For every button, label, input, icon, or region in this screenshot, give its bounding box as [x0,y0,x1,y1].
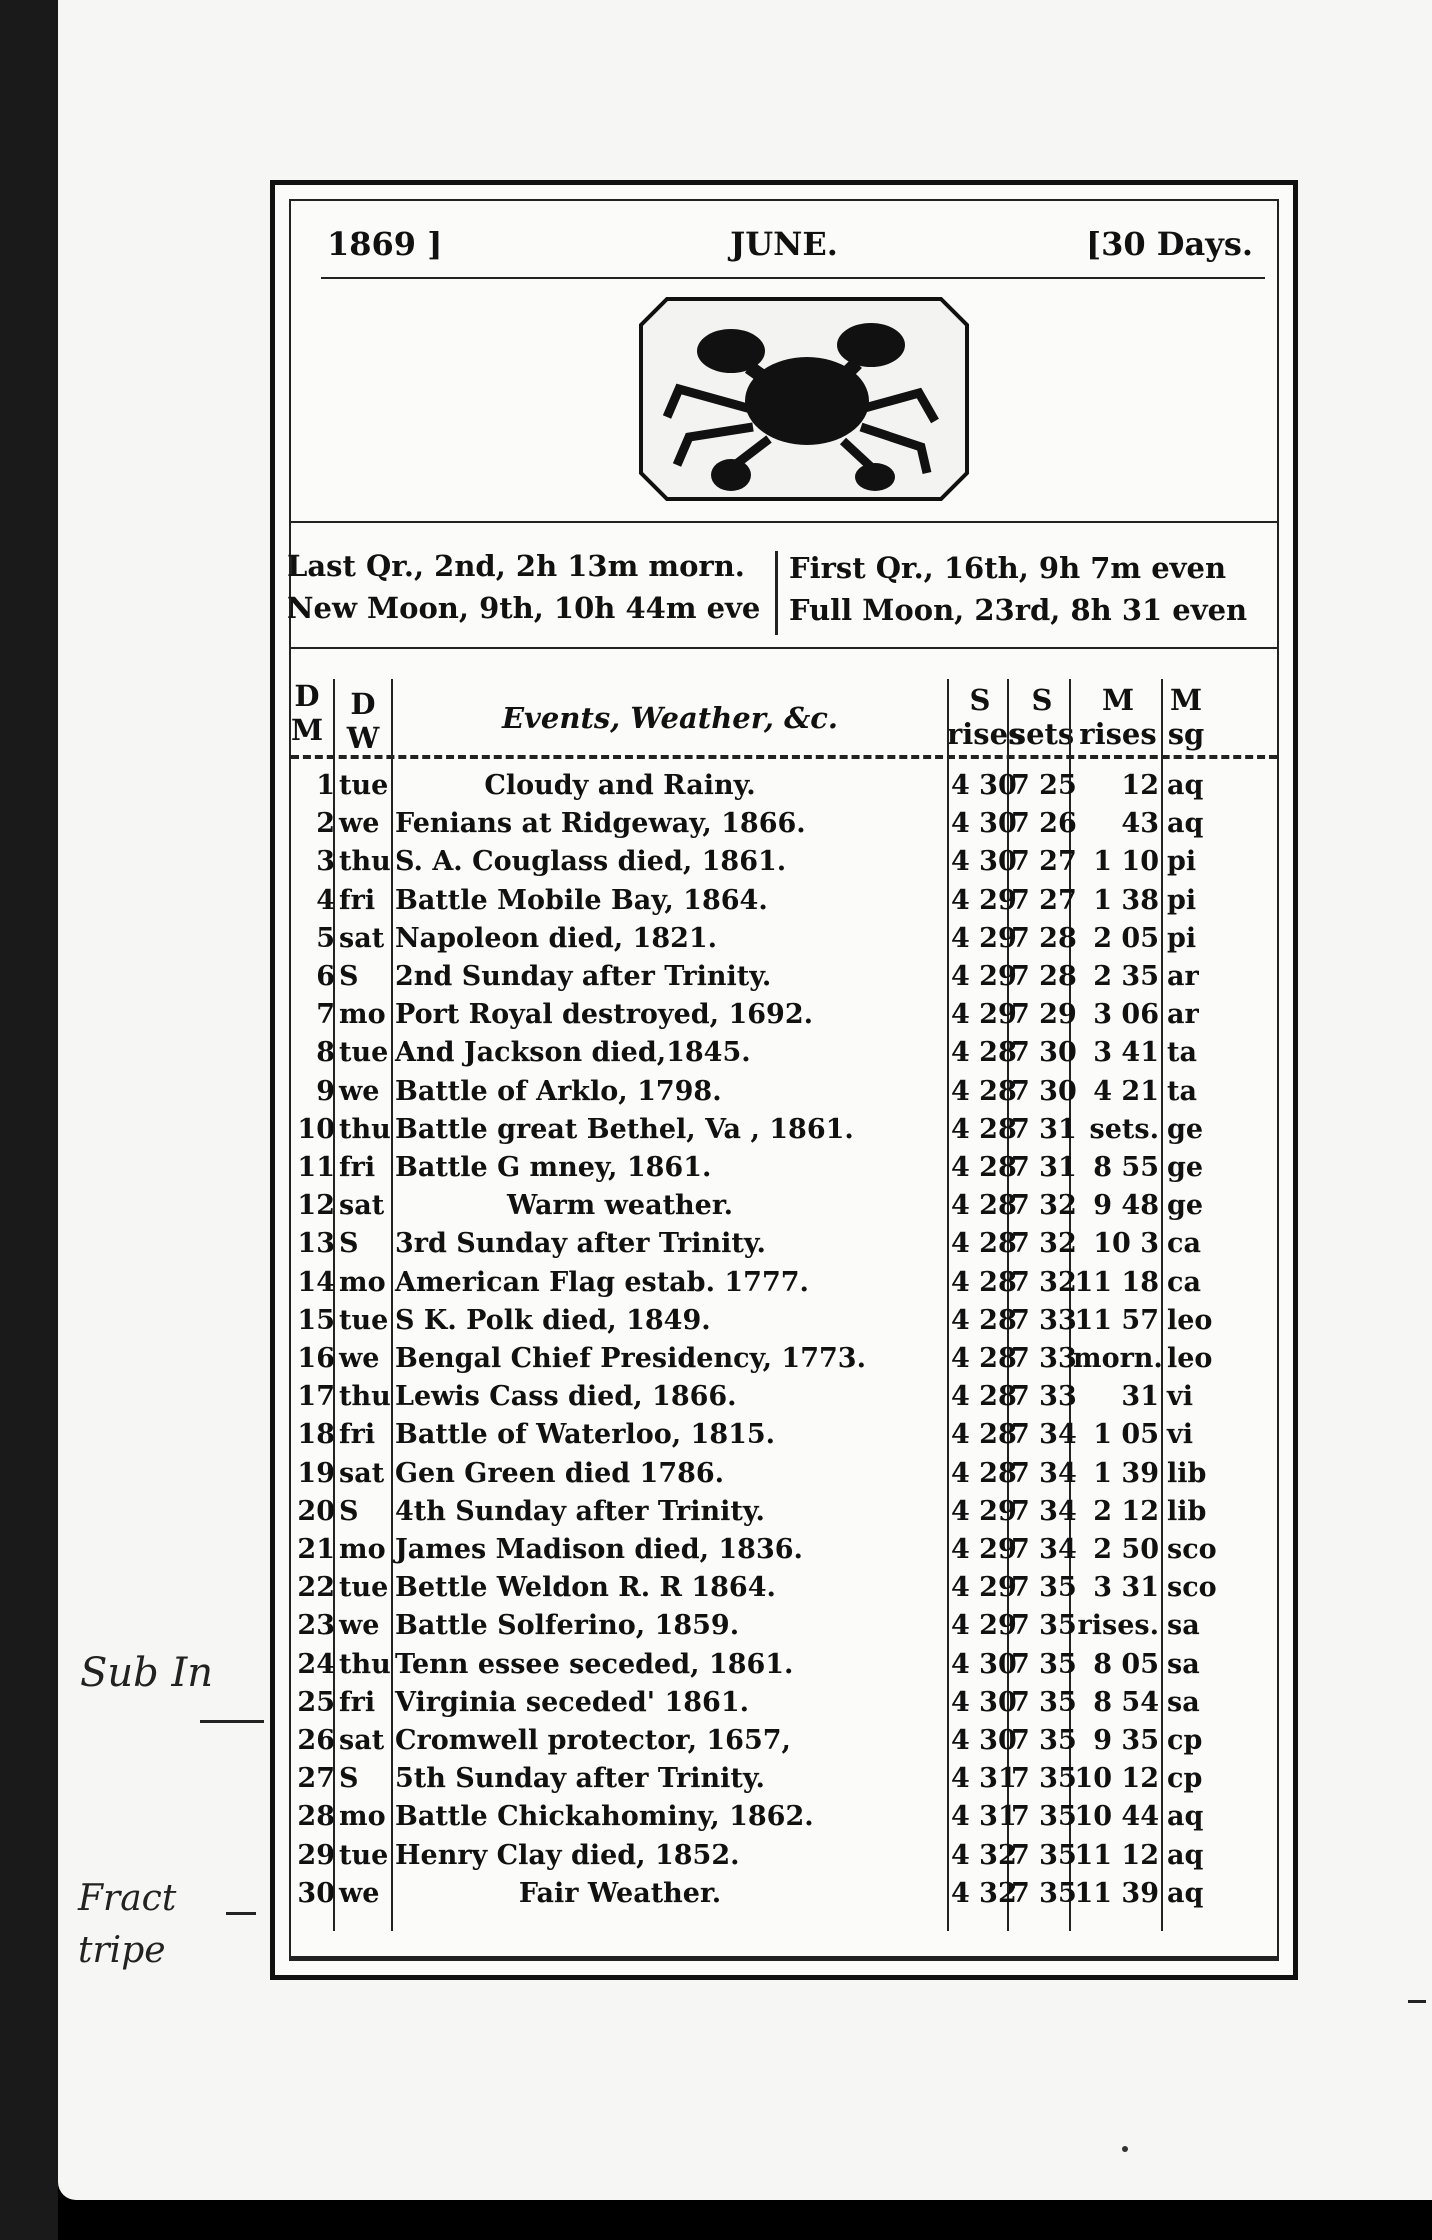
sun-rises: 4 30 [951,770,1017,801]
day-of-month: 26 [297,1725,335,1756]
sun-rises: 4 32 [951,1839,1017,1871]
table-row [291,1340,1277,1378]
moon-sign: leo [1167,1304,1213,1336]
event-text: Virginia seceded' 1861. [395,1686,750,1718]
moon-sign: sa [1167,1610,1200,1642]
sun-rises: 4 28 [951,1152,1017,1183]
sun-sets: 7 34 [1011,1495,1077,1527]
day-of-month: 13 [297,1228,335,1260]
event-text: Battle Solferino, 1859. [395,1610,740,1642]
sun-sets: 7 35 [1011,1725,1077,1756]
moon-rises: 1 39 [1093,1457,1159,1489]
moon-rises: 31 [1121,1381,1159,1413]
moon-sign: pi [1167,884,1197,916]
sun-rises: 4 28 [951,1228,1017,1260]
moon-sign: cp [1167,1763,1203,1795]
table-row [291,1455,1277,1493]
moon-sign: aq [1167,1801,1204,1833]
day-of-week: mo [339,1534,386,1565]
moon-rises: 9 48 [1093,1190,1159,1222]
sun-sets: 7 33 [1011,1343,1077,1374]
sun-rises: 4 30 [951,1725,1017,1756]
day-of-week: thu [339,1113,391,1145]
day-of-month: 22 [297,1572,335,1604]
day-of-week: we [339,1610,380,1642]
header-year: 1869 ] [327,225,443,263]
moon-sign: ca [1167,1228,1201,1260]
table-row [291,920,1277,958]
day-of-month: 6 [316,961,335,992]
page-dot [1122,2146,1128,2152]
day-of-month: 17 [297,1381,335,1413]
event-text: Port Royal destroyed, 1692. [395,999,814,1031]
col-header-sun-sets: S sets [1009,683,1075,751]
day-of-month: 3 [316,846,335,878]
table-row [291,1798,1277,1836]
table-row [291,1378,1277,1416]
sun-sets: 7 28 [1011,922,1077,954]
sun-rises: 4 28 [951,1075,1017,1107]
table-row [291,1416,1277,1454]
moon-phase-right-1: First Qr., 16th, 9h 7m even [789,551,1227,585]
event-text: Battle Chickahominy, 1862. [395,1801,814,1833]
page-edge-mark [1408,2000,1426,2003]
sun-rises: 4 30 [951,1648,1017,1680]
sun-sets: 7 32 [1011,1228,1077,1260]
table-row [291,805,1277,843]
sun-rises: 4 31 [951,1801,1017,1833]
sun-sets: 7 31 [1011,1113,1077,1145]
sun-sets: 7 35 [1011,1648,1077,1680]
day-of-month: 5 [316,922,335,954]
sun-sets: 7 30 [1011,1037,1077,1069]
moon-phase-left-2: New Moon, 9th, 10h 44m eve [287,591,761,625]
col-header-moon-sign: M sg [1167,683,1205,751]
day-of-week: mo [339,1266,386,1298]
table-row [291,1187,1277,1225]
moon-rises: 43 [1121,808,1159,840]
event-text: Battle of Waterloo, 1815. [395,1419,776,1451]
sun-rises: 4 29 [951,961,1017,992]
header-rule [321,277,1265,279]
moon-rises: 4 21 [1093,1075,1159,1107]
table-row [291,767,1277,805]
moon-rises: 3 41 [1093,1037,1159,1069]
day-of-month: 12 [297,1190,335,1222]
sun-sets: 7 35 [1011,1610,1077,1642]
day-of-week: S [339,1763,359,1795]
margin-dash-2 [226,1912,256,1915]
sun-sets: 7 31 [1011,1152,1077,1183]
day-of-month: 8 [316,1037,335,1069]
sun-rises: 4 30 [951,846,1017,878]
day-of-week: S [339,1228,359,1260]
table-row [291,1646,1277,1684]
moon-sign: sa [1167,1648,1200,1680]
day-of-month: 2 [316,808,335,840]
sun-rises: 4 30 [951,808,1017,840]
event-text: Napoleon died, 1821. [395,922,718,954]
day-of-week: thu [339,1381,391,1413]
event-text: 3rd Sunday after Trinity. [395,1228,766,1260]
moon-sign: aq [1167,808,1204,840]
event-text: And Jackson died,1845. [395,1037,751,1069]
sun-rises: 4 29 [951,999,1017,1031]
day-of-month: 10 [297,1113,335,1145]
day-of-week: tue [339,1572,389,1604]
table-row [291,843,1277,881]
event-text: S K. Polk died, 1849. [395,1304,711,1336]
sun-rises: 4 29 [951,922,1017,954]
header-days: [30 Days. [1085,225,1253,263]
sun-rises: 4 31 [951,1763,1017,1795]
event-text: Lewis Cass died, 1866. [395,1381,737,1413]
almanac-frame [270,180,1298,1980]
event-text: Tenn essee seceded, 1861. [395,1648,794,1680]
moon-sign: ge [1167,1113,1204,1145]
day-of-month: 15 [297,1304,335,1336]
sun-sets: 7 34 [1011,1457,1077,1489]
moon-sign: ge [1167,1152,1204,1183]
day-of-week: S [339,1495,359,1527]
moon-sign: cp [1167,1725,1203,1756]
table-row [291,882,1277,920]
event-text: James Madison died, 1836. [395,1534,803,1565]
day-of-month: 7 [316,999,335,1031]
day-of-week: sat [339,1725,385,1756]
sun-rises: 4 29 [951,1495,1017,1527]
sun-sets: 7 28 [1011,961,1077,992]
moon-sign: aq [1167,1877,1204,1909]
day-of-month: 16 [297,1343,335,1374]
moon-phase-left-1: Last Qr., 2nd, 2h 13m morn. [287,549,745,583]
table-row [291,1264,1277,1302]
table-row [291,1531,1277,1569]
moon-sign: ge [1167,1190,1204,1222]
table-row [291,1837,1277,1875]
sun-rises: 4 28 [951,1381,1017,1413]
day-of-week: fri [339,1152,376,1183]
col-header-moon-rises: M rises [1079,683,1157,751]
moon-rises: 8 54 [1093,1686,1159,1718]
day-of-week: thu [339,1648,391,1680]
moon-sign: lib [1167,1457,1207,1489]
moon-rises: 3 06 [1093,999,1159,1031]
day-of-month: 18 [297,1419,335,1451]
day-of-week: fri [339,884,376,916]
col-header-sun-rises: S rises [947,683,1025,751]
day-of-month: 4 [316,884,335,916]
moon-rises: 1 05 [1093,1419,1159,1451]
day-of-week: sat [339,922,385,954]
day-of-week: fri [339,1686,376,1718]
event-text: Bengal Chief Presidency, 1773. [395,1343,866,1374]
day-of-month: 29 [297,1839,335,1871]
day-of-month: 27 [297,1763,335,1795]
moon-sign: ta [1167,1075,1197,1107]
sun-rises: 4 29 [951,1534,1017,1565]
table-bottom-rule [291,1956,1277,1959]
day-of-month: 30 [297,1877,335,1909]
sun-sets: 7 25 [1011,770,1077,801]
table-row [291,996,1277,1034]
sun-sets: 7 33 [1011,1381,1077,1413]
day-of-month: 9 [316,1075,335,1107]
moon-rises: 11 39 [1074,1877,1159,1909]
day-of-week: S [339,961,359,992]
header-dash-rule [291,755,1277,759]
event-text: Battle Mobile Bay, 1864. [395,884,768,916]
moon-sign: aq [1167,770,1204,801]
event-text: Cloudy and Rainy. [484,770,756,801]
moon-rises: 11 12 [1074,1839,1159,1871]
moon-rises: 2 05 [1093,922,1159,954]
moon-sign: ta [1167,1037,1197,1069]
day-of-week: thu [339,846,391,878]
sun-rises: 4 28 [951,1113,1017,1145]
day-of-month: 14 [297,1266,335,1298]
event-text: S. A. Couglass died, 1861. [395,846,787,878]
day-of-month: 20 [297,1495,335,1527]
moon-sign: ca [1167,1266,1201,1298]
moon-sign: aq [1167,1839,1204,1871]
col-header-events: Events, Weather, &c. [501,701,839,735]
event-text: Battle of Arklo, 1798. [395,1075,722,1107]
moon-sign: sco [1167,1534,1217,1565]
sun-sets: 7 27 [1011,884,1077,916]
day-of-month: 23 [297,1610,335,1642]
moon-phase-right-2: Full Moon, 23rd, 8h 31 even [789,593,1248,627]
day-of-week: we [339,808,380,840]
sun-sets: 7 35 [1011,1801,1077,1833]
day-of-week: tue [339,1304,389,1336]
sun-rises: 4 29 [951,1610,1017,1642]
table-row [291,1684,1277,1722]
moon-rises: 9 35 [1093,1725,1159,1756]
table-row [291,1722,1277,1760]
table-row [291,1111,1277,1149]
moon-rises: 10 44 [1074,1801,1159,1833]
sun-rises: 4 29 [951,884,1017,916]
moon-sign: leo [1167,1343,1213,1374]
sun-sets: 7 32 [1011,1190,1077,1222]
sun-sets: 7 26 [1011,808,1077,840]
book-spine [0,0,58,2240]
day-of-month: 1 [316,770,335,801]
margin-dash-1 [200,1720,264,1723]
moon-sign: vi [1167,1419,1193,1451]
handwritten-note-2a: Fract [78,1878,177,1919]
handwritten-note-1: Sub In [80,1650,214,1696]
emblem-rule [291,521,1277,523]
table-row [291,958,1277,996]
moon-rises: 10 3 [1093,1228,1159,1260]
moon-rises: 2 35 [1093,961,1159,992]
day-of-month: 25 [297,1686,335,1718]
col-header-dm: D M [290,679,324,747]
day-of-week: mo [339,999,386,1031]
sun-sets: 7 32 [1011,1266,1077,1298]
moon-rises: morn. [1073,1343,1163,1374]
day-of-week: we [339,1877,380,1909]
moon-sign: sa [1167,1686,1200,1718]
moon-sign: pi [1167,846,1197,878]
event-text: Gen Green died 1786. [395,1457,725,1489]
event-text: 5th Sunday after Trinity. [395,1763,765,1795]
sun-sets: 7 33 [1011,1304,1077,1336]
moon-sign: lib [1167,1495,1207,1527]
event-text: Fair Weather. [518,1877,722,1909]
moon-sign: pi [1167,922,1197,954]
moon-sign: ar [1167,999,1199,1031]
moon-rises: 12 [1121,770,1159,801]
moon-rises: rises. [1077,1610,1159,1642]
event-text: American Flag estab. 1777. [395,1266,809,1298]
moon-rises: 11 57 [1074,1304,1159,1336]
moon-rises: 8 55 [1093,1152,1159,1183]
table-row [291,1225,1277,1263]
moon-sign: ar [1167,961,1199,992]
day-of-week: tue [339,1037,389,1069]
day-of-week: sat [339,1190,385,1222]
sun-rises: 4 28 [951,1457,1017,1489]
table-row [291,1875,1277,1913]
moon-phase-separator [775,551,778,635]
moon-sign: sco [1167,1572,1217,1604]
moon-rises: 1 38 [1093,884,1159,916]
sun-sets: 7 35 [1011,1839,1077,1871]
event-text: Bettle Weldon R. R 1864. [395,1572,776,1604]
sun-sets: 7 35 [1011,1572,1077,1604]
moon-rises: 11 18 [1074,1266,1159,1298]
sun-rises: 4 29 [951,1572,1017,1604]
day-of-month: 11 [297,1152,335,1183]
cancer-crab-emblem [639,297,969,501]
moon-rises: 2 50 [1093,1534,1159,1565]
sun-rises: 4 28 [951,1190,1017,1222]
sun-sets: 7 35 [1011,1686,1077,1718]
sun-sets: 7 35 [1011,1763,1077,1795]
day-of-month: 19 [297,1457,335,1489]
day-of-month: 24 [297,1648,335,1680]
table-row [291,1149,1277,1187]
sun-sets: 7 35 [1011,1877,1077,1909]
day-of-week: mo [339,1801,386,1833]
table-row [291,1760,1277,1798]
day-of-week: we [339,1075,380,1107]
event-text: 4th Sunday after Trinity. [395,1495,765,1527]
sun-rises: 4 28 [951,1266,1017,1298]
crab-icon [639,297,969,501]
day-of-week: fri [339,1419,376,1451]
sun-sets: 7 34 [1011,1419,1077,1451]
day-of-month: 28 [297,1801,335,1833]
event-text: Warm weather. [506,1190,733,1222]
day-of-week: we [339,1343,380,1374]
sun-rises: 4 28 [951,1419,1017,1451]
moon-rises: 2 12 [1093,1495,1159,1527]
table-row [291,1073,1277,1111]
moon-sign: vi [1167,1381,1193,1413]
sun-rises: 4 28 [951,1304,1017,1336]
table-row [291,1607,1277,1645]
event-text: Battle G mney, 1861. [395,1152,712,1183]
moon-rises: 10 12 [1074,1763,1159,1795]
sun-rises: 4 30 [951,1686,1017,1718]
event-text: Battle great Bethel, Va , 1861. [395,1113,854,1145]
sun-sets: 7 27 [1011,846,1077,878]
col-header-dw: D W [346,687,380,755]
table-top-rule [291,647,1277,649]
day-of-week: sat [339,1457,385,1489]
moon-rises: 8 05 [1093,1648,1159,1680]
table-row [291,1034,1277,1072]
sun-sets: 7 29 [1011,999,1077,1031]
sun-sets: 7 34 [1011,1534,1077,1565]
sun-rises: 4 28 [951,1343,1017,1374]
sun-sets: 7 30 [1011,1075,1077,1107]
handwritten-note-2b: tripe [78,1930,166,1971]
moon-rises: 3 31 [1093,1572,1159,1604]
header-month: JUNE. [730,225,838,263]
table-row [291,1493,1277,1531]
table-row [291,1302,1277,1340]
event-text: Fenians at Ridgeway, 1866. [395,808,806,840]
event-text: Cromwell protector, 1657, [395,1725,791,1756]
moon-rises: 1 10 [1093,846,1159,878]
moon-rises: sets. [1089,1113,1159,1145]
sun-rises: 4 32 [951,1877,1017,1909]
sun-rises: 4 28 [951,1037,1017,1069]
almanac-inner-border [289,199,1279,1961]
table-row [291,1569,1277,1607]
day-of-week: tue [339,1839,389,1871]
event-text: 2nd Sunday after Trinity. [395,961,772,992]
day-of-month: 21 [297,1534,335,1565]
event-text: Henry Clay died, 1852. [395,1839,740,1871]
day-of-week: tue [339,770,389,801]
